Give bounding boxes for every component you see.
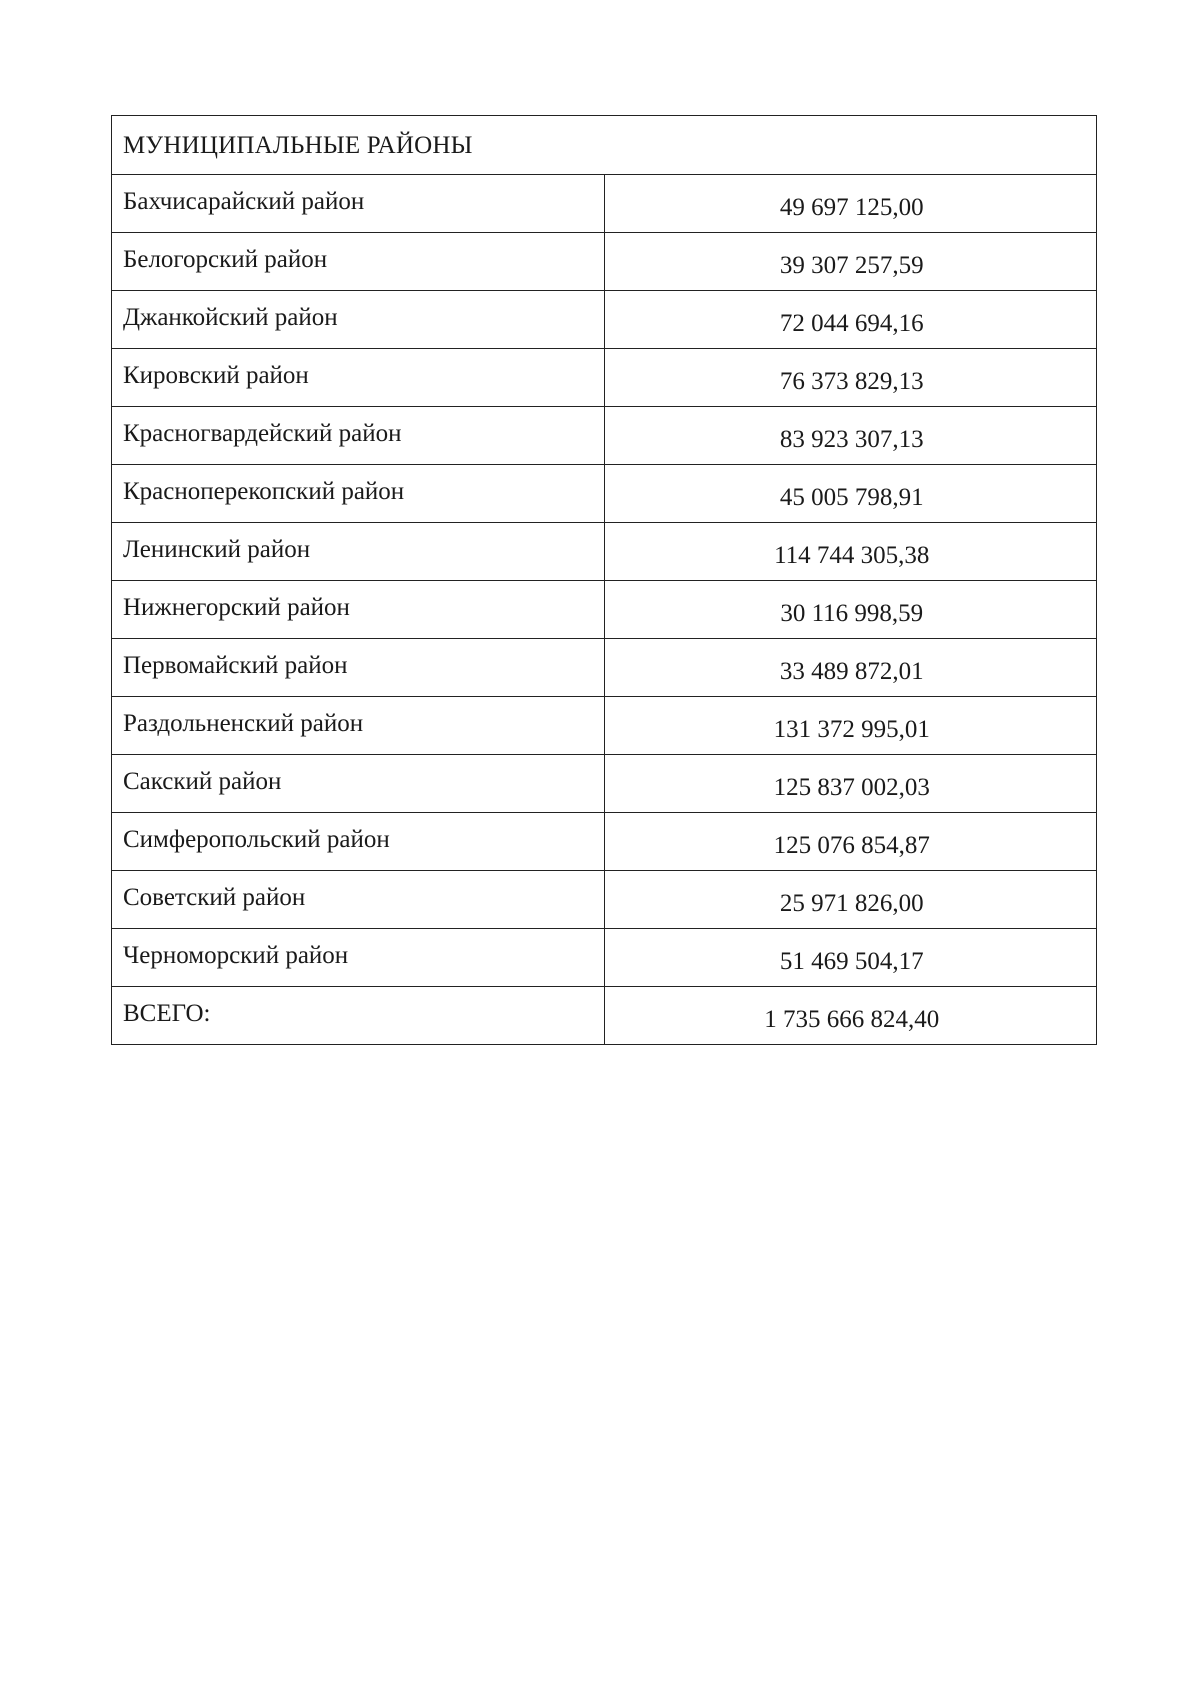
- table-row: [112, 407, 1097, 465]
- district-name: Симферопольский район: [112, 813, 605, 871]
- district-amount: 131 372 995,01: [604, 697, 1097, 755]
- table-row: [112, 291, 1097, 349]
- district-amount: 45 005 798,91: [604, 465, 1097, 523]
- table-row: [112, 755, 1097, 813]
- table-header: МУНИЦИПАЛЬНЫЕ РАЙОНЫ: [112, 116, 1097, 175]
- district-amount: 39 307 257,59: [604, 233, 1097, 291]
- district-name: Бахчисарайский район: [112, 175, 605, 233]
- district-amount: 125 837 002,03: [604, 755, 1097, 813]
- district-amount: 83 923 307,13: [604, 407, 1097, 465]
- table-row: [112, 871, 1097, 929]
- table-row: [112, 697, 1097, 755]
- district-amount: 25 971 826,00: [604, 871, 1097, 929]
- district-amount: 76 373 829,13: [604, 349, 1097, 407]
- district-amount: 33 489 872,01: [604, 639, 1097, 697]
- district-amount: 49 697 125,00: [604, 175, 1097, 233]
- district-name: Красногвардейский район: [112, 407, 605, 465]
- table-row: [112, 639, 1097, 697]
- district-amount: 30 116 998,59: [604, 581, 1097, 639]
- table-row: [112, 813, 1097, 871]
- district-name: Советский район: [112, 871, 605, 929]
- district-name: Белогорский район: [112, 233, 605, 291]
- district-name: Черноморский район: [112, 929, 605, 987]
- municipal-districts-table: [111, 115, 1097, 1045]
- district-name: Кировский район: [112, 349, 605, 407]
- district-name: Раздольненский район: [112, 697, 605, 755]
- district-name: Джанкойский район: [112, 291, 605, 349]
- total-label: ВСЕГО:: [112, 987, 605, 1045]
- district-name: Ленинский район: [112, 523, 605, 581]
- district-amount: 72 044 694,16: [604, 291, 1097, 349]
- district-amount: 125 076 854,87: [604, 813, 1097, 871]
- table-row: [112, 523, 1097, 581]
- table-row: [112, 929, 1097, 987]
- table-row: [112, 581, 1097, 639]
- table-row: [112, 349, 1097, 407]
- district-amount: 114 744 305,38: [604, 523, 1097, 581]
- total-amount: 1 735 666 824,40: [604, 987, 1097, 1045]
- district-name: Красноперекопский район: [112, 465, 605, 523]
- table-row: [112, 175, 1097, 233]
- table-row: [112, 233, 1097, 291]
- table-header-row: [112, 116, 1097, 175]
- district-name: Нижнегорский район: [112, 581, 605, 639]
- table-row: [112, 465, 1097, 523]
- district-name: Первомайский район: [112, 639, 605, 697]
- district-name: Сакский район: [112, 755, 605, 813]
- table-total-row: [112, 987, 1097, 1045]
- district-amount: 51 469 504,17: [604, 929, 1097, 987]
